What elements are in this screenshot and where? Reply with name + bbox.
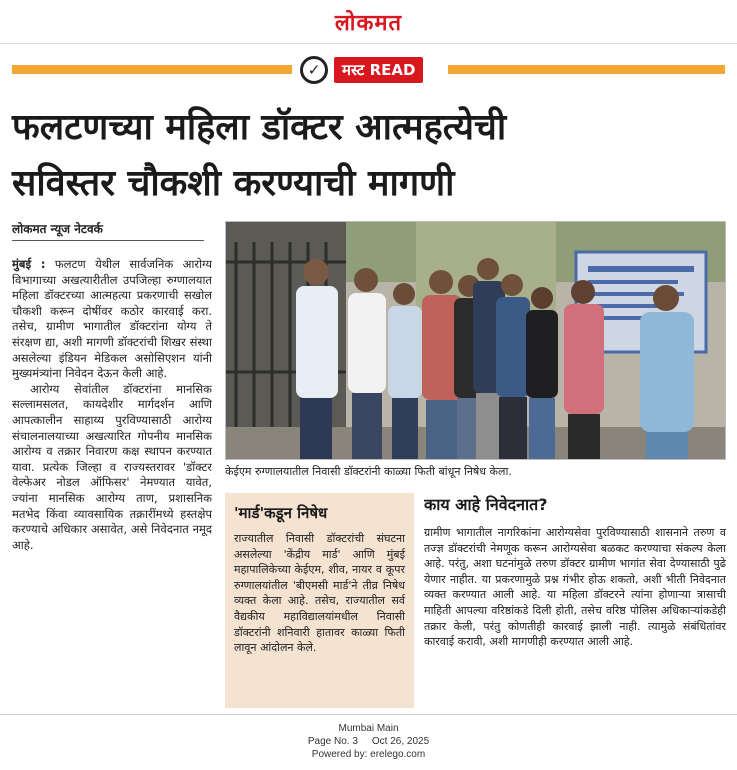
- box-title: काय आहे निवेदनात?: [424, 495, 548, 514]
- publication-date: Oct 26, 2025: [371, 736, 430, 747]
- memorandum-box: [424, 493, 726, 708]
- must-read-label: मस्ट READ: [334, 57, 423, 83]
- byline: लोकमत न्यूज नेटवर्क: [12, 222, 103, 236]
- article-paragraph-1-text: फलटण येथील सार्वजनिक आरोग्य विभागाच्या अखत्यारीतील उपजिल्हा रुग्णालयात महिला डॉक्टरच्या आत्महत्या प्रकरणाची सखोल चौकशी करून दोषींवर कठोर कारवाई करा. तसेच, ग्रामीण भागातील डॉक्टरांना योग्य ते संरक्षण द्या, अशी मागणी डॉक्टरांची शिखर संस्था असलेल्या इंडियन मेडिकल असोसिएशन यांनी मुख्यमंत्र्यांना निवेदन देऊन केली आहे.: [12, 257, 212, 381]
- headline-line-2: सविस्तर चौकशी करण्याची मागणी: [12, 163, 455, 204]
- article-paragraph-1: [12, 257, 212, 382]
- headline-line-1: फलटणच्या महिला डॉक्टर आत्महत्येची: [12, 107, 507, 148]
- banner-bar-left: [12, 65, 292, 74]
- sidebar-text: राज्यातील निवासी डॉक्टरांची संघटना असलेल्या 'केंद्रीय मार्ड' आणि मुंबई महापालिकेच्या केईएम, शीव, नायर व कूपर रुग्णालयांतील 'बीएमसी मार्ड'ने तीव्र निषेध व्यक्त केला आहे. तसेच, राज्यातील सर्व वैद्यकीय महाविद्यालयांमधील निवासी डॉक्टरांनी शनिवारी हातावर काळ्या फिती लावून आंदोलन केले.: [234, 532, 405, 655]
- protest-photo: [225, 221, 726, 460]
- page-footer: [0, 722, 737, 761]
- photo-caption: केईएम रुग्णालयातील निवासी डॉक्टरांनी काळ्या फिती बांधून निषेध केला.: [225, 465, 512, 478]
- article-paragraph-2: आरोग्य सेवांतील डॉक्टरांना मानसिक सल्लामसलत, कायदेशीर मार्गदर्शन आणि आपत्कालीन साहाय्य पुरविण्यासाठी आरोग्य संचालनालयाच्या अखत्यारित गोपनीय मानसिक आरोग्य व तक्रार निवारण कक्ष स्थापन करण्यात यावा. प्रत्येक जिल्हा व राज्यस्तरावर 'डॉक्टर वेल्फेअर नोडल ऑफिसर' नेमण्यात यावेत, ज्यांना मानसिक आरोग्य ताण, प्रशासनिक मतभेद किंवा व्यावसायिक तक्रारींमध्ये हस्तक्षेप करण्याचे अधिकार असावेत, असे निवेदनात नमूद आहे.: [12, 381, 212, 552]
- masthead-divider: [0, 43, 737, 44]
- must-read-badge: [300, 56, 446, 84]
- headline: [12, 100, 725, 212]
- article-body: [12, 257, 212, 705]
- dateline: मुंबई :: [12, 257, 46, 271]
- lokmat-logo[interactable]: लोकमत: [334, 10, 403, 36]
- footer-divider: [0, 714, 737, 715]
- masthead: [0, 0, 737, 44]
- page-number: Page No. 3: [307, 736, 358, 747]
- protest-photo-image: [226, 222, 726, 460]
- sidebar-title: 'मार्ड'कडून निषेध: [234, 504, 328, 522]
- mard-protest-sidebar: [225, 493, 414, 708]
- byline-divider: [12, 240, 204, 241]
- box-text: ग्रामीण भागातील नागरिकांना आरोग्यसेवा पुरविण्यासाठी शासनाने तरुण व तज्ज्ञ डॉक्टरांची नेमणूक करून आरोग्यसेवा बळकट करण्याचा संकल्प केला आहे. परंतु, अशा घटनांमुळे तरुण डॉक्टर ग्रामीण भागांत सेवा देण्यासाठी पुढे येणार नाहीत. या प्रकरणामुळे प्रश्न गंभीर होऊ शकतो, अशी भीती निवेदनात व्यक्त करण्यात आली आहे. या महिला डॉक्टरने त्यांना होणाऱ्या त्रासाची माहिती आपल्या वरिष्ठांकडे दिली होती, तसेच वरिष्ठ पोलिस अधिकाऱ्यांकडेही तक्रार केली, परंतु कोणतीही कारवाई झाली नाही. त्यामुळे संबंधितांवर कारवाई करावी, अशी मागणीही करण्यात आली आहे.: [424, 526, 726, 649]
- banner-bar-right: [448, 65, 725, 74]
- page-meta: [0, 735, 737, 748]
- powered-by[interactable]: Powered by: erelego.com: [311, 749, 426, 760]
- checkmark-icon: ✓: [300, 56, 328, 84]
- edition-name: Mumbai Main: [338, 723, 399, 734]
- must-read-banner: [12, 56, 725, 84]
